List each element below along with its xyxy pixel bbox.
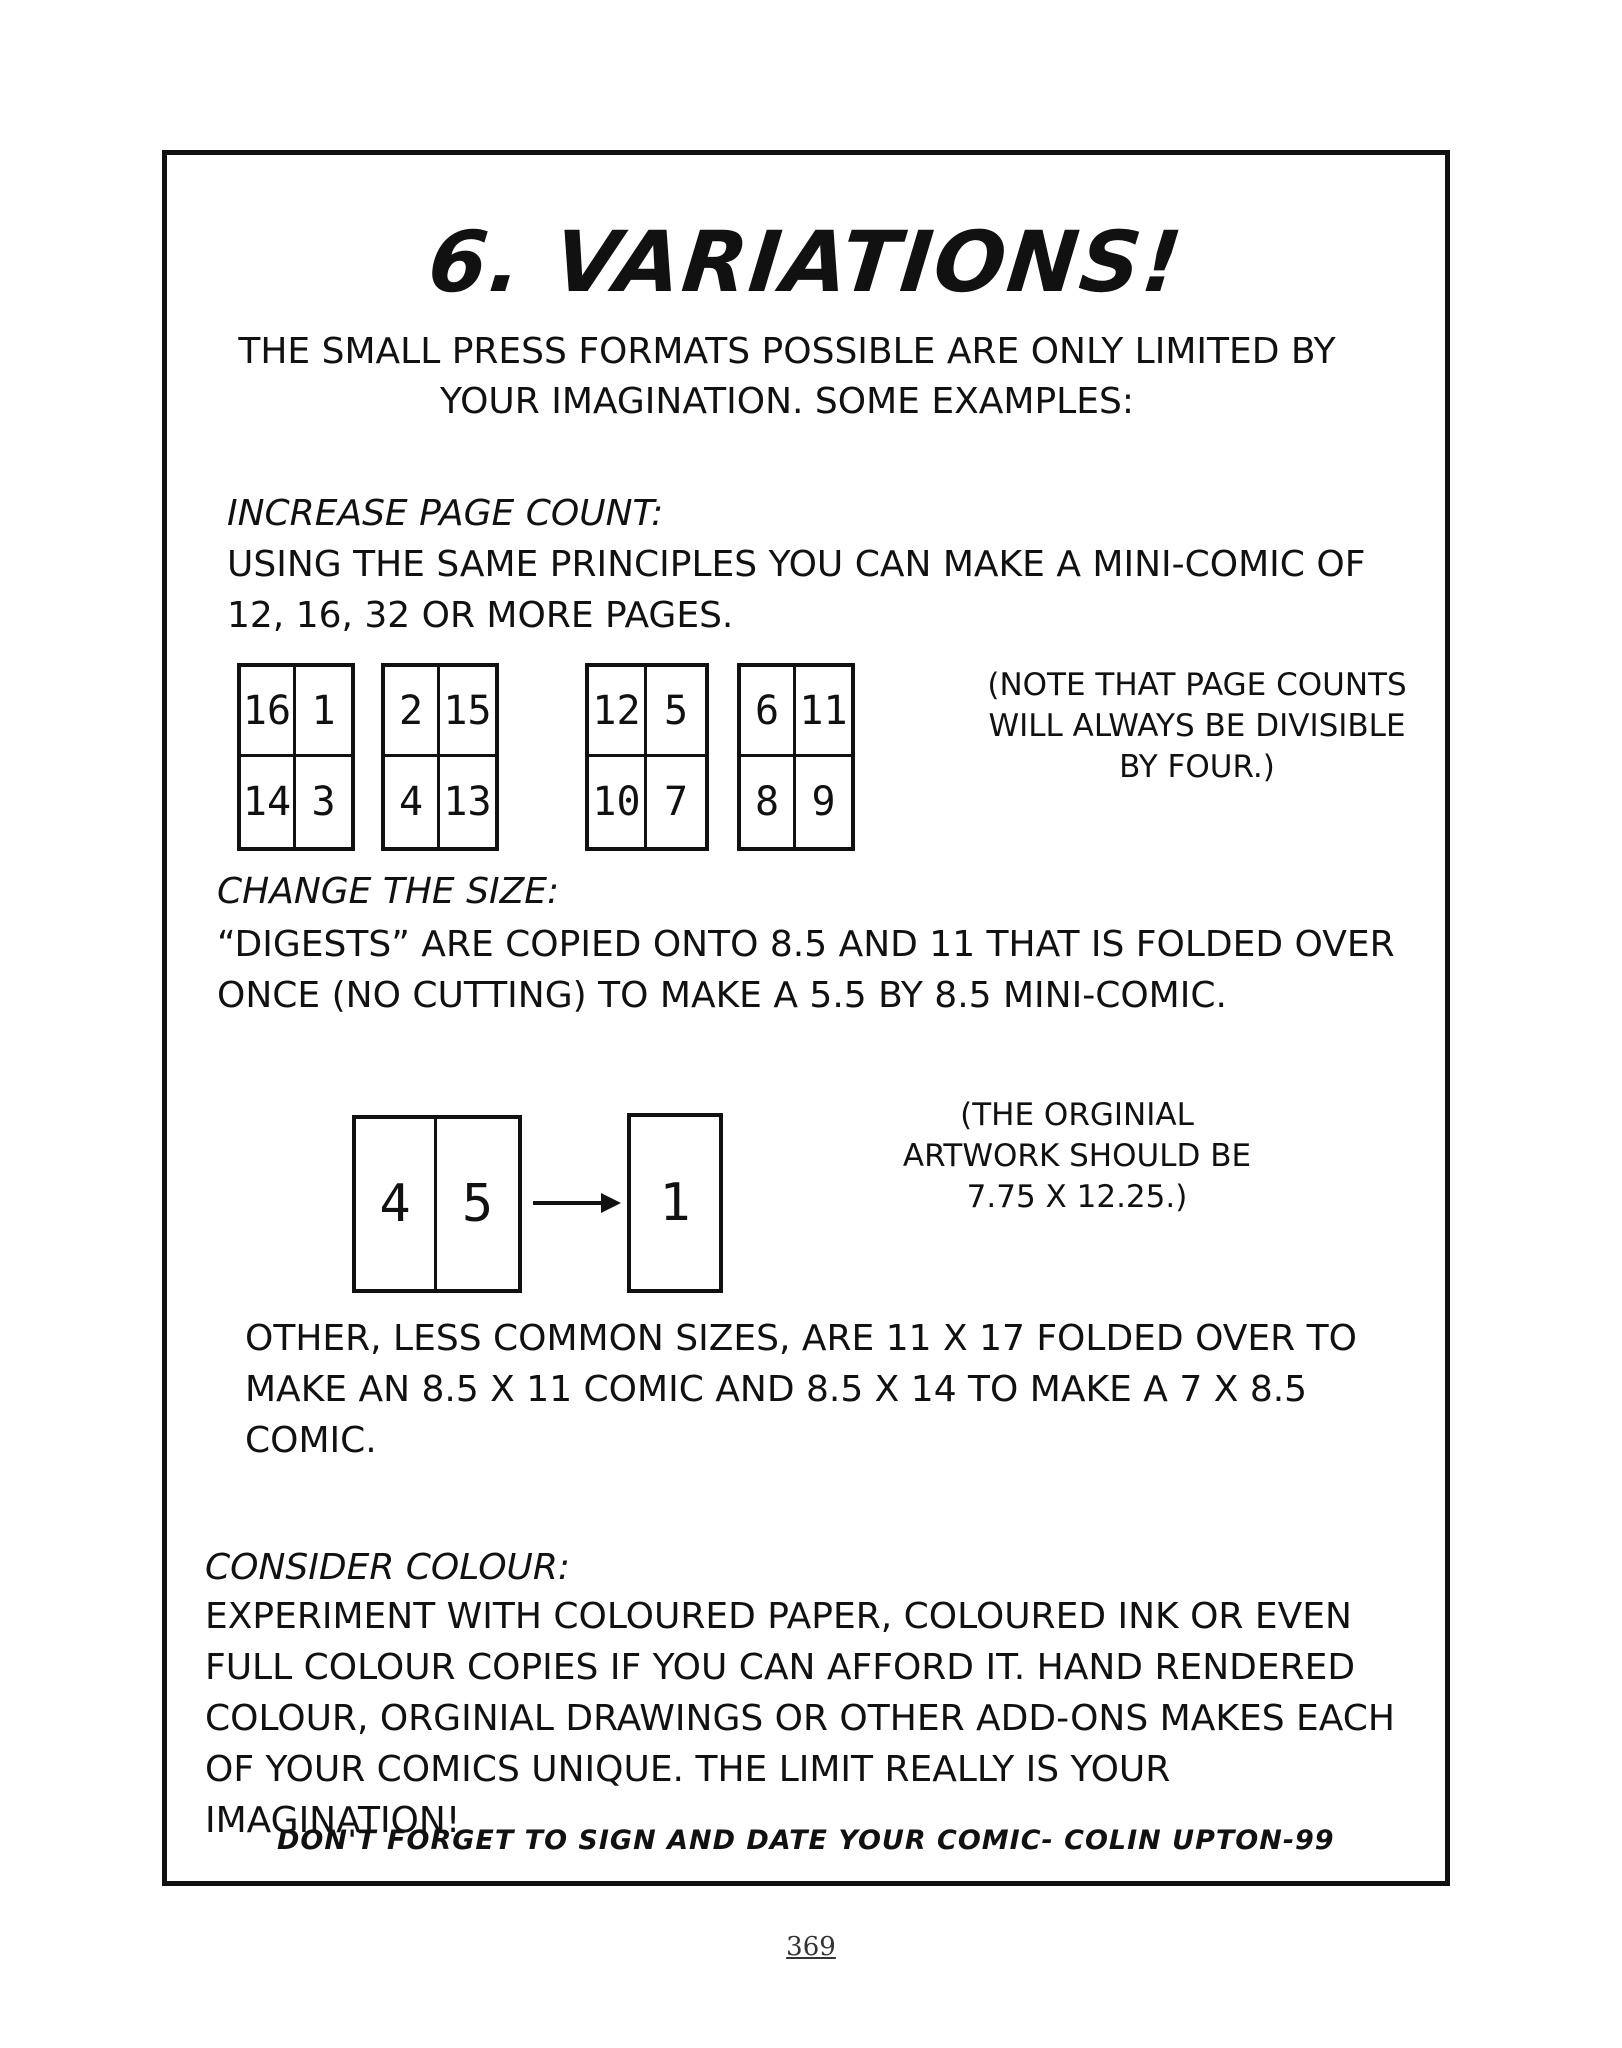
sheet-page-number: 14 (241, 757, 296, 847)
sheet-page-number: 10 (589, 757, 647, 847)
colour-text: EXPERIMENT WITH COLOURED PAPER, COLOURED INK OR EVEN FULL COLOUR COPIES IF YOU CAN AFFORD IT. HAND RENDERED COLOUR, ORGINIAL DRAWINGS OR OTHER ADD-ONS MAKES EACH OF YOUR COMICS UNIQUE. THE LIMIT REALLY IS YOUR IMAGINATION! (205, 1596, 1395, 1841)
change-size-text: “DIGESTS” ARE COPIED ONTO 8.5 AND 11 THAT IS FOLDED OVER ONCE (NO CUTTING) TO MAKE A 5.5 BY 8.5 MINI-COMIC. (217, 924, 1395, 1016)
arrow-right-icon (529, 1185, 625, 1221)
sheet-page-number: 5 (647, 667, 705, 757)
sheet-page-number: 1 (296, 667, 351, 757)
sheet-page-number: 4 (385, 757, 440, 847)
sheet-page-number: 13 (443, 779, 492, 825)
intro-text: THE SMALL PRESS FORMATS POSSIBLE ARE ONLY LIMITED BY YOUR IMAGINATION. SOME EXAMPLES: (238, 331, 1336, 422)
sheet-page-number: 16 (241, 667, 296, 757)
sheet-page-number: 3 (311, 779, 336, 825)
signoff-text: DON'T FORGET TO SIGN AND DATE YOUR COMIC- COLIN UPTON-99 (277, 1825, 1335, 1856)
page-count-note: (NOTE THAT PAGE COUNTS WILL ALWAYS BE DIVISIBLE BY FOUR.) (987, 667, 1407, 785)
sheet-page-number: 8 (741, 757, 796, 847)
digest-spread (352, 1115, 522, 1293)
sheet-page-number: 6 (741, 667, 796, 757)
spread-page-number: 4 (356, 1119, 437, 1289)
comic-panel (162, 150, 1450, 1886)
imposition-sheet-1 (237, 663, 355, 851)
heading-page-count: INCREASE PAGE COUNT: (227, 493, 664, 534)
sheet-page-number: 11 (796, 667, 851, 757)
page-number: 369 (786, 1932, 836, 1962)
heading-change-size: CHANGE THE SIZE: (217, 871, 560, 912)
artwork-size-note: (THE ORGINIAL ARTWORK SHOULD BE 7.75 X 12.25.) (902, 1097, 1252, 1215)
sheet-page-number: 15 (440, 667, 495, 757)
sheet-page-number: 9 (811, 779, 836, 825)
imposition-sheet-3 (585, 663, 709, 851)
sheet-page-number: 12 (589, 667, 647, 757)
sheet-page-number: 7 (663, 779, 689, 825)
sheet-page-number: 2 (385, 667, 440, 757)
digest-single-page: 1 (627, 1113, 723, 1293)
heading-consider-colour: CONSIDER COLOUR: (205, 1547, 571, 1588)
spread-page-number: 5 (461, 1174, 494, 1234)
imposition-sheet-2 (381, 663, 499, 851)
imposition-sheet-4 (737, 663, 855, 851)
page-count-text: USING THE SAME PRINCIPLES YOU CAN MAKE A MINI-COMIC OF 12, 16, 32 OR MORE PAGES. (227, 544, 1366, 636)
other-sizes-text: OTHER, LESS COMMON SIZES, ARE 11 X 17 FOLDED OVER TO MAKE AN 8.5 X 11 COMIC AND 8.5 X 14 TO MAKE A 7 X 8.5 COMIC. (245, 1318, 1357, 1461)
page-title: 6. VARIATIONS! (423, 213, 1189, 311)
